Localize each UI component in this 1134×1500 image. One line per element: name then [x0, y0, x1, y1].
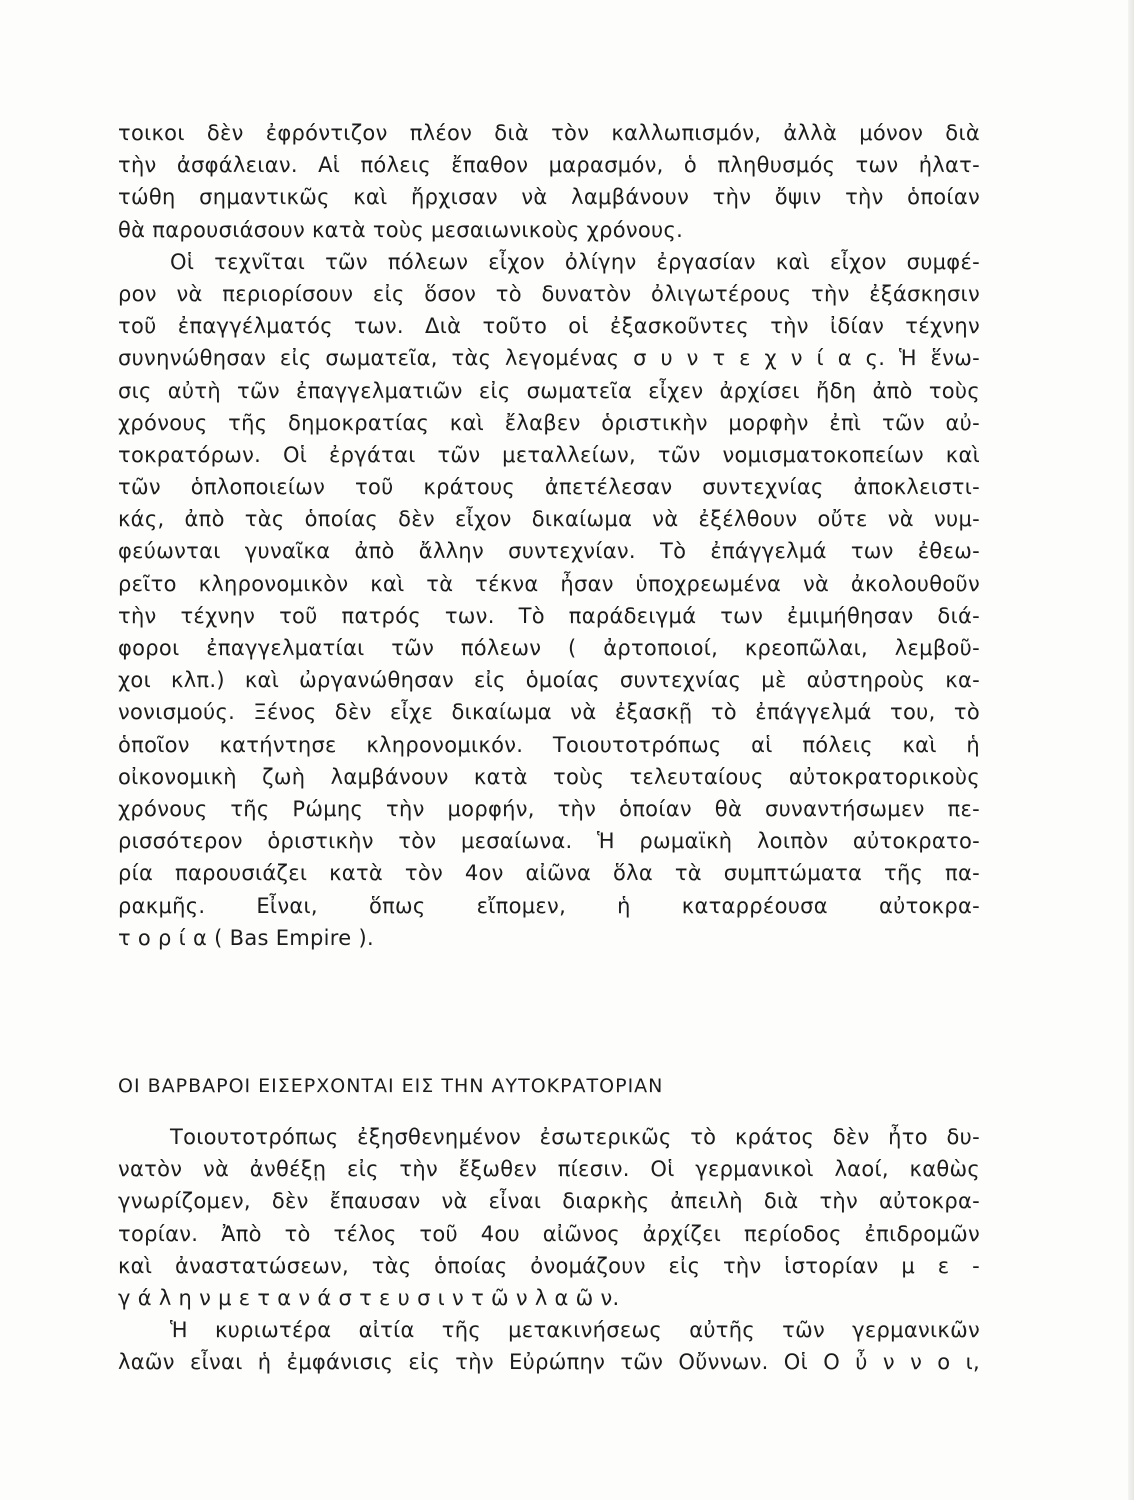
text-line: τοῦ ἐπαγγέλματός των. Διὰ τοῦτο οἱ ἐξασκοῦντες τὴν ἰδίαν τέχνην [118, 314, 980, 339]
section-heading: ΟΙ ΒΑΡΒΑΡΟΙ ΕΙΣΕΡΧΟΝΤΑΙ ΕΙΣ ΤΗΝ ΑΥΤΟΚΡΑΤΟΡΙΑΝ [118, 1075, 664, 1097]
text-line: χρόνους τῆς Ρώμης τὴν μορφήν, τὴν ὁποίαν θὰ συναντήσωμεν πε- [118, 796, 980, 821]
page-edge [1128, 0, 1134, 1500]
text-line: τορίαν. Ἀπὸ τὸ τέλος τοῦ 4ου αἰῶνος ἀρχίζει περίοδος ἐπιδρομῶν [118, 1221, 980, 1246]
text-line: Τοιουτοτρόπως ἐξησθενημένον ἐσωτερικῶς τὸ κράτος δὲν ἦτο δυ- [170, 1125, 980, 1149]
text-line: τοικοι δὲν ἐφρόντιζον πλέον διὰ τὸν καλλωπισμόν, ἀλλὰ μόνον διὰ [118, 121, 980, 145]
text-line: νατὸν νὰ ἀνθέξῃ εἰς τὴν ἔξωθεν πίεσιν. Οἱ γερμανικοὶ λαοί, καθὼς [118, 1157, 980, 1182]
text-line: φεύωνται γυναῖκα ἀπὸ ἄλλην συντεχνίαν. Τὸ ἐπάγγελμά των ἐθεω- [118, 539, 980, 564]
body-text-top [118, 117, 980, 954]
text-line: τ ο ρ ί α ( Bas Empire ). [118, 925, 374, 950]
text-line: γ ά λ η ν μ ε τ α ν ά σ τ ε υ σ ι ν τ ῶ ν λ α ῶ ν. [118, 1285, 620, 1310]
text-line: τώθη σημαντικῶς καὶ ἤρχισαν νὰ λαμβάνουν τὴν ὄψιν τὴν ὁποίαν [118, 185, 980, 210]
text-line: θὰ παρουσιάσουν κατὰ τοὺς μεσαιωνικοὺς χρόνους. [118, 217, 684, 242]
text-line: ὁποῖον κατήντησε κληρονομικόν. Τοιουτοτρόπως αἱ πόλεις καὶ ἡ [118, 732, 980, 757]
text-line: οἰκονομικὴ ζωὴ λαμβάνουν κατὰ τοὺς τελευταίους αὐτοκρατορικοὺς [118, 764, 980, 789]
text-line: λαῶν εἶναι ἡ ἐμφάνισις εἰς τὴν Εὐρώπην τῶν Οὔννων. Οἱ Ο ὖ ν ν ο ι, [118, 1350, 980, 1375]
text-line: τοκρατόρων. Οἱ ἐργάται τῶν μεταλλείων, τῶν νομισματοκοπείων καὶ [118, 442, 980, 467]
text-line: ρον νὰ περιορίσουν εἰς ὅσον τὸ δυνατὸν ὀλιγωτέρους τὴν ἐξάσκησιν [118, 281, 980, 306]
text-line: τὴν τέχνην τοῦ πατρός των. Τὸ παράδειγμά των ἐμιμήθησαν διά- [118, 603, 980, 628]
text-line: Ἡ κυριωτέρα αἰτία τῆς μετακινήσεως αὐτῆς τῶν γερμανικῶν [170, 1318, 980, 1343]
text-line: χοι κλπ.) καὶ ὠργανώθησαν εἰς ὁμοίας συντεχνίας μὲ αὐστηροὺς κα- [118, 668, 980, 693]
text-line: ρία παρουσιάζει κατὰ τὸν 4ον αἰῶνα ὅλα τὰ συμπτώματα τῆς πα- [118, 861, 980, 886]
text-line: ρακμῆς. Εἶναι, ὅπως εἴπομεν, ἡ καταρρέουσα αὐτοκρα- [118, 893, 980, 918]
body-text-bottom [118, 1121, 980, 1379]
text-line: Οἱ τεχνῖται τῶν πόλεων εἶχον ὀλίγην ἐργασίαν καὶ εἶχον συμφέ- [170, 249, 980, 274]
text-line: τῶν ὁπλοποιείων τοῦ κράτους ἀπετέλεσαν συντεχνίας ἀποκλειστι- [118, 475, 980, 500]
text-line: νονισμούς. Ξένος δὲν εἶχε δικαίωμα νὰ ἐξασκῇ τὸ ἐπάγγελμά του, τὸ [118, 700, 980, 725]
text-line: ρεῖτο κληρονομικὸν καὶ τὰ τέκνα ἦσαν ὑποχρεωμένα νὰ ἀκολουθοῦν [118, 571, 980, 596]
text-line: συνηνώθησαν εἰς σωματεῖα, τὰς λεγομένας σ υ ν τ ε χ ν ί α ς. Ἡ ἕνω- [118, 346, 980, 371]
text-line: κάς, ἀπὸ τὰς ὁποίας δὲν εἶχον δικαίωμα νὰ ἐξέλθουν οὔτε νὰ νυμ- [118, 507, 980, 532]
text-line: ρισσότερον ὁριστικὴν τὸν μεσαίωνα. Ἡ ρωμαϊκὴ λοιπὸν αὐτοκρατο- [118, 829, 980, 854]
text-line: γνωρίζομεν, δὲν ἔπαυσαν νὰ εἶναι διαρκὴς ἀπειλὴ διὰ τὴν αὐτοκρα- [118, 1189, 980, 1214]
text-line: φοροι ἐπαγγελματίαι τῶν πόλεων ( ἀρτοποιοί, κρεοπῶλαι, λεμβοῦ- [118, 636, 980, 660]
text-line: χρόνους τῆς δημοκρατίας καὶ ἔλαβεν ὁριστικὴν μορφὴν ἐπὶ τῶν αὐ- [118, 410, 980, 435]
text-line: καὶ ἀναστατώσεων, τὰς ὁποίας ὀνομάζουν εἰς τὴν ἱστορίαν μ ε - [118, 1253, 980, 1278]
text-line: σις αὐτὴ τῶν ἐπαγγελματιῶν εἰς σωματεῖα εἶχεν ἀρχίσει ἤδη ἀπὸ τοὺς [118, 378, 980, 403]
text-line: τὴν ἀσφάλειαν. Αἱ πόλεις ἔπαθον μαρασμόν, ὁ πληθυσμός των ἠλατ- [118, 153, 980, 178]
